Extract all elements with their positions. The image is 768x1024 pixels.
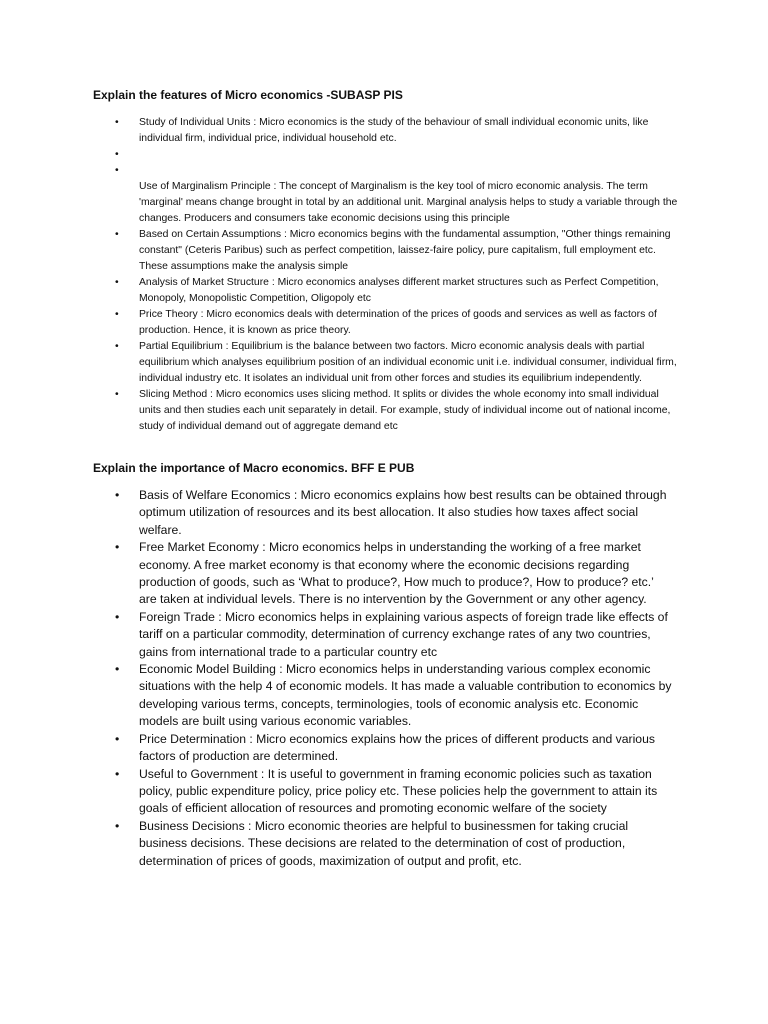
list-item: • Partial Equilibrium : Equilibrium is the balance between two factors. Micro economic analysis deals with partial equilibrium which analyses equilibrium position of an individual economic unit i.e. individual consumer, individual firm, individual industry etc. It isolates an individual unit from other forces and studies its equilibrium independently. bbox=[93, 339, 683, 387]
list-item: • Business Decisions : Micro economic theories are helpful to businessmen for taking crucial business decisions. These decisions are related to the determination of cost of production, determination of prices of goods, maximization of output and profit, etc. bbox=[93, 818, 673, 870]
list-item: • Slicing Method : Micro economics uses slicing method. It splits or divides the whole economy into small individual units and then studies each unit separately in detail. For example, study of individual income out of national income, study of individual demand out of aggregate demand etc bbox=[93, 387, 683, 435]
micro-features-list bbox=[93, 115, 683, 435]
list-item: • Economic Model Building : Micro economics helps in understanding various complex economic situations with the help 4 of economic models. It has made a valuable contribution to economics by developing various terms, concepts, terminologies, tools of economic analysis etc. Economic models are built using various economic variables. bbox=[93, 661, 673, 731]
list-item: • Based on Certain Assumptions : Micro economics begins with the fundamental assumption, "Other things remaining constant" (Ceteris Paribus) such as perfect competition, laissez-faire policy, pure capitalism, full employment etc. These assumptions make the analysis simple bbox=[93, 227, 683, 275]
list-item: • Price Determination : Micro economics explains how the prices of different products and various factors of production are determined. bbox=[93, 731, 673, 766]
list-item: • Price Theory : Micro economics deals with determination of the prices of goods and services as well as factors of production. Hence, it is known as price theory. bbox=[93, 307, 683, 339]
macro-importance-list bbox=[93, 487, 673, 870]
list-item: • Study of Individual Units : Micro economics is the study of the behaviour of small individual economic units, like individual firm, individual price, individual household etc. bbox=[93, 115, 683, 147]
list-item: • Free Market Economy : Micro economics helps in understanding the working of a free market economy. A free market economy is that economy where the economic decisions regarding production of goods, such as ‘What to produce?, How much to produce?, How to produce? etc.’ are taken at individual levels. There is no intervention by the Government or any other agency. bbox=[93, 539, 673, 609]
list-item: • Useful to Government : It is useful to government in framing economic policies such as taxation policy, public expenditure policy, price policy etc. These policies help the government to attain its goals of efficient allocation of resources and promoting economic welfare of the society bbox=[93, 766, 673, 818]
section-heading-micro-features: Explain the features of Micro economics -SUBASP PIS bbox=[93, 88, 403, 102]
list-item: • Basis of Welfare Economics : Micro economics explains how best results can be obtained through optimum utilization of resources and its best allocation. It also studies how taxes affect social welfare. bbox=[93, 487, 673, 539]
section-heading-macro-importance: Explain the importance of Macro economics. BFF E PUB bbox=[93, 461, 415, 475]
list-item: • Use of Marginalism Principle : The concept of Marginalism is the key tool of micro economic analysis. The term 'marginal' means change brought in total by an additional unit. Marginal analysis helps to study a variable through the changes. Producers and consumers take economic decisions using this principle bbox=[93, 163, 683, 227]
list-item-empty bbox=[93, 147, 683, 163]
list-item: • Foreign Trade : Micro economics helps in explaining various aspects of foreign trade like effects of tariff on a particular commodity, determination of currency exchange rates of any two countries, gains from international trade to a particular country etc bbox=[93, 609, 673, 661]
list-item: • Analysis of Market Structure : Micro economics analyses different market structures such as Perfect Competition, Monopoly, Monopolistic Competition, Oligopoly etc bbox=[93, 275, 683, 307]
